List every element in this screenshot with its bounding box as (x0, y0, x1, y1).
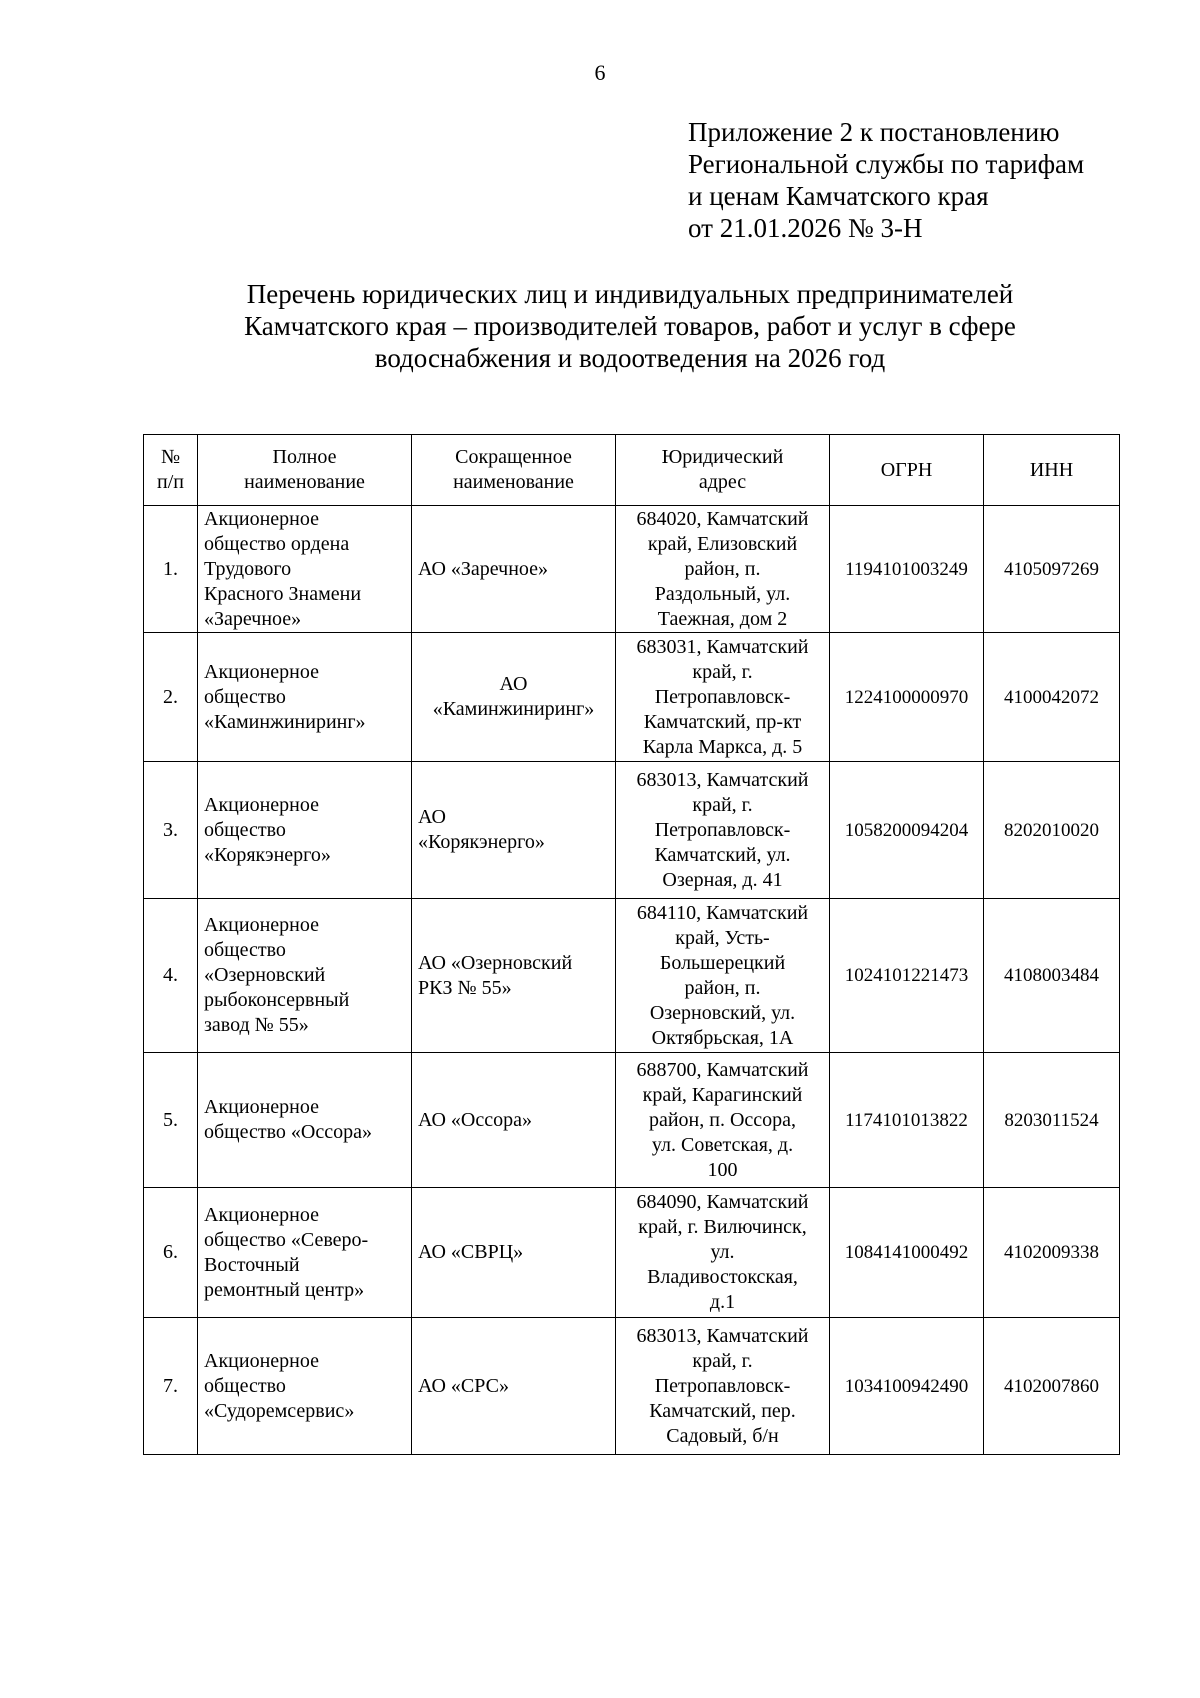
address-cell: 684020, Камчатский край, Елизовский район, п. Раздольный, ул. Таежная, дом 2 (616, 506, 830, 633)
appendix-line: Приложение 2 к постановлению (688, 117, 1060, 147)
inn-cell: 4102009338 (984, 1188, 1120, 1318)
header-short-name: Сокращенное наименование (412, 435, 616, 506)
short-name-cell: АО «СВРЦ» (412, 1188, 616, 1318)
registry-table (143, 434, 1120, 1455)
row-number: 2. (144, 633, 198, 762)
full-name-cell: Акционерное общество «Корякэнерго» (198, 762, 412, 899)
inn-cell: 4100042072 (984, 633, 1120, 762)
address-cell: 684090, Камчатский край, г. Вилючинск, ул. Владивостокская, д.1 (616, 1188, 830, 1318)
full-name-cell: Акционерное общество ордена Трудового Красного Знамени «Заречное» (198, 506, 412, 633)
appendix-reference (688, 116, 1084, 244)
table-row (144, 762, 1120, 899)
row-number: 6. (144, 1188, 198, 1318)
full-name-cell: Акционерное общество «Северо- Восточный ремонтный центр» (198, 1188, 412, 1318)
table-row (144, 1318, 1120, 1455)
inn-cell: 4105097269 (984, 506, 1120, 633)
ogrn-cell: 1174101013822 (830, 1053, 984, 1188)
ogrn-cell: 1194101003249 (830, 506, 984, 633)
header-full-name: Полное наименование (198, 435, 412, 506)
row-number: 5. (144, 1053, 198, 1188)
appendix-line: Региональной службы по тарифам (688, 149, 1085, 179)
short-name-cell: АО «Каминжиниринг» (412, 633, 616, 762)
ogrn-cell: 1034100942490 (830, 1318, 984, 1455)
inn-cell: 8203011524 (984, 1053, 1120, 1188)
header-number: № п/п (144, 435, 198, 506)
page-number: 6 (594, 60, 606, 85)
inn-cell: 4102007860 (984, 1318, 1120, 1455)
title-line: Перечень юридических лиц и индивидуальных предпринимателей (246, 279, 1014, 309)
inn-cell: 4108003484 (984, 899, 1120, 1053)
title-line: водоснабжения и водоотведения на 2026 год (374, 343, 886, 373)
table-row (144, 633, 1120, 762)
table-row (144, 1053, 1120, 1188)
ogrn-cell: 1224100000970 (830, 633, 984, 762)
address-cell: 683031, Камчатский край, г. Петропавловск- Камчатский, пр-кт Карла Маркса, д. 5 (616, 633, 830, 762)
full-name-cell: Акционерное общество «Озерновский рыбоконсервный завод № 55» (198, 899, 412, 1053)
address-cell: 683013, Камчатский край, г. Петропавловск- Камчатский, ул. Озерная, д. 41 (616, 762, 830, 899)
short-name-cell: АО «Озерновский РКЗ № 55» (412, 899, 616, 1053)
row-number: 7. (144, 1318, 198, 1455)
short-name-cell: АО «Корякэнерго» (412, 762, 616, 899)
address-cell: 688700, Камчатский край, Карагинский район, п. Оссора, ул. Советская, д. 100 (616, 1053, 830, 1188)
header-ogrn: ОГРН (830, 435, 984, 506)
full-name-cell: Акционерное общество «Каминжиниринг» (198, 633, 412, 762)
inn-cell: 8202010020 (984, 762, 1120, 899)
title-line: Камчатского края – производителей товаров, работ и услуг в сфере (244, 311, 1016, 341)
table-row (144, 506, 1120, 633)
row-number: 4. (144, 899, 198, 1053)
header-inn: ИНН (984, 435, 1120, 506)
table-row (144, 1188, 1120, 1318)
document-title (150, 278, 1110, 374)
table-header-row (144, 435, 1120, 506)
appendix-line: от 21.01.2026 № 3-Н (688, 213, 923, 243)
ogrn-cell: 1058200094204 (830, 762, 984, 899)
ogrn-cell: 1084141000492 (830, 1188, 984, 1318)
short-name-cell: АО «Заречное» (412, 506, 616, 633)
row-number: 3. (144, 762, 198, 899)
address-cell: 684110, Камчатский край, Усть- Большерецкий район, п. Озерновский, ул. Октябрьская, 1А (616, 899, 830, 1053)
short-name-cell: АО «СРС» (412, 1318, 616, 1455)
ogrn-cell: 1024101221473 (830, 899, 984, 1053)
address-cell: 683013, Камчатский край, г. Петропавловск- Камчатский, пер. Садовый, б/н (616, 1318, 830, 1455)
table-row (144, 899, 1120, 1053)
row-number: 1. (144, 506, 198, 633)
appendix-line: и ценам Камчатского края (688, 181, 989, 211)
full-name-cell: Акционерное общество «Судоремсервис» (198, 1318, 412, 1455)
full-name-cell: Акционерное общество «Оссора» (198, 1053, 412, 1188)
short-name-cell: АО «Оссора» (412, 1053, 616, 1188)
header-legal-address: Юридический адрес (616, 435, 830, 506)
